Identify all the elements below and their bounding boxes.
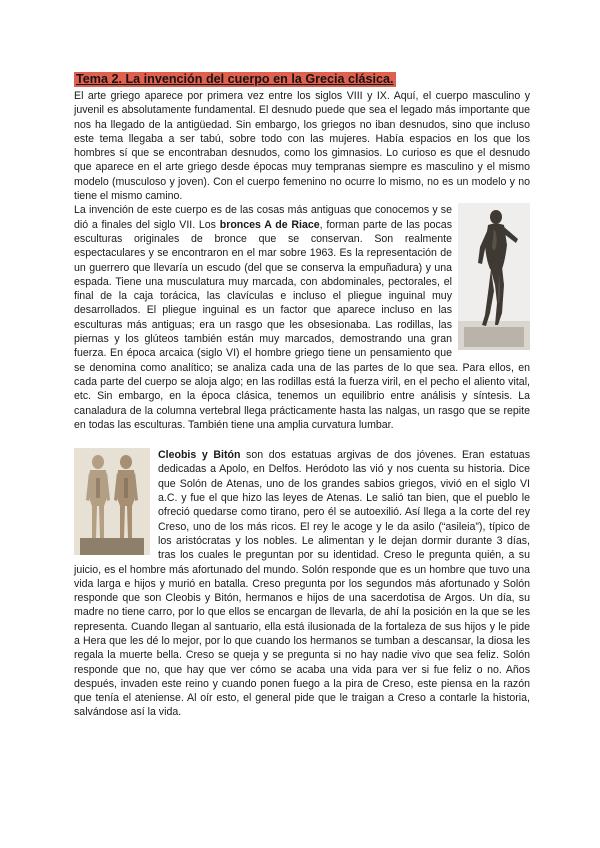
riace-text-before: La invención de este cuerpo es de las cosas más antiguas que conocemos y se dió a finales del siglo VII. Los <box>74 204 452 231</box>
page-title: Tema 2. La invención del cuerpo en la Grecia clásica. <box>76 72 394 86</box>
cleobis-biton-photo <box>74 448 150 555</box>
cleobis-text-after: son dos estatuas argivas de dos jóvenes. Eran estatuas dedicadas a Apolo, en Delfos. Heródoto las vió y nos cuenta su historia. Dice que Solón de Atenas, uno de los grandes sabios griegos, vivió en el siglo VI a.C. y fue el que hizo las leyes de Atenas. Le salió tan bien, que el pueblo le ofreció quedarse como tirano, pero él se autoexilió. Así llega a la corte del rey Creso, uno de los más ricos. El rey le acoge y le da asilo (“asileia”), típico de los aristócratas y los nobles. Le alimentan y le dejan dormir durante 3 días, tras los cuales le preguntan por su identidad. Creso le pregunta quién, a su juicio, es el hombre más afortunado del mundo. Solón responde que es un hombre que tuvo una vida larga e hijos y murió en batalla. Creso pregunta por los segundos más afortunado y Solón responde que son Cleobis y Bitón, hermanos e hijos de una sacerdotisa de Argos. Un día, su madre no tiene carro, por lo que ellos se encargan de llevarla, de ahí la posición en la que se les representa. Cuando llegan al santuario, ella está ilusionada de la fortaleza de sus hijos y le pide a Hera que les dé lo mejor, por lo que cuando los hermanos se tumban a descansar, la diosa les regala la muerte bella. Creso se queja y se pregunta si no hay nadie vivo que sea feliz. Solón responde que no, que hay que ver cómo se acaba una vida para ver si fue feliz o no. Años después, invaden este reino y cuando ponen fuego a la pira de Creso, este piensa en la razón que tenía el ateniense. Al oír esto, el general pide que le traigan a Creso a contarle la historia, salvándose así la vida. <box>74 449 530 719</box>
paragraph-riace <box>74 203 530 432</box>
riace-bronze-photo <box>458 203 530 350</box>
riace-text-after: , forman parte de las pocas esculturas originales de bronce que se conservan. Son realmente espectaculares y se encontraron en el mar sobre 1963. Es la representación de un guerrero que llevaría un escudo (del que se conserva la empuñadura) y una espada. Tiene una musculatura muy marcada, con abdominales, pectorales, el final de la caja torácica, las clavículas e incluso el pliegue inguinal muy desarrollados. El pliegue inguinal es un factor que aparece incluso en las esculturas más antiguas; era un rasgo que les obsesionaba. Las rodillas, las piernas y los glúteos también están muy marcados, demostrando una gran fuerza. En época arcaica (siglo VI) el hombre griego tiene un pensamiento que se denomina como analítico; se analiza cada una de las partes de lo que sea. Para ellos, en cada parte del cuerpo se aloja algo; en las rodillas está la fuerza viril, en el pecho el aliento vital, etc. Sin embargo, en la época clásica, tenemos un equilibrio entre análisis y síntesis. La canaladura de la columna vertebral llega prácticamente hasta las nalgas, un rasgo que se repite en todas las esculturas. También tiene una amplia curvatura lumbar. <box>74 218 530 431</box>
paragraph-intro: El arte griego aparece por primera vez entre los siglos VIII y IX. Aquí, el cuerpo masculino y juvenil es absolutamente fundamental. El desnudo puede que sea el legado más importante que nos ha llegado de la antigüedad. Sin embargo, los griegos no iban desnudos, sino que incluso este tema llegaba a ser tabú, sobre todo con las mujeres. Había espacios en los que los hombres sí que se encontraban desnudos, como los gimnasios. Lo curioso es que el desnudo que aparece en el arte griego desde épocas muy tempranas siempre es masculino y el mismo modelo (musculoso y joven). Con el cuerpo femenino no ocurre lo mismo, no es un modelo y no tiene el mismo camino. <box>74 90 530 203</box>
document-page <box>74 72 530 720</box>
cleobis-bold-term: Cleobis y Bitón <box>158 449 241 462</box>
riace-bold-term: bronces A de Riace <box>219 218 320 231</box>
paragraph-cleobis <box>74 448 530 720</box>
